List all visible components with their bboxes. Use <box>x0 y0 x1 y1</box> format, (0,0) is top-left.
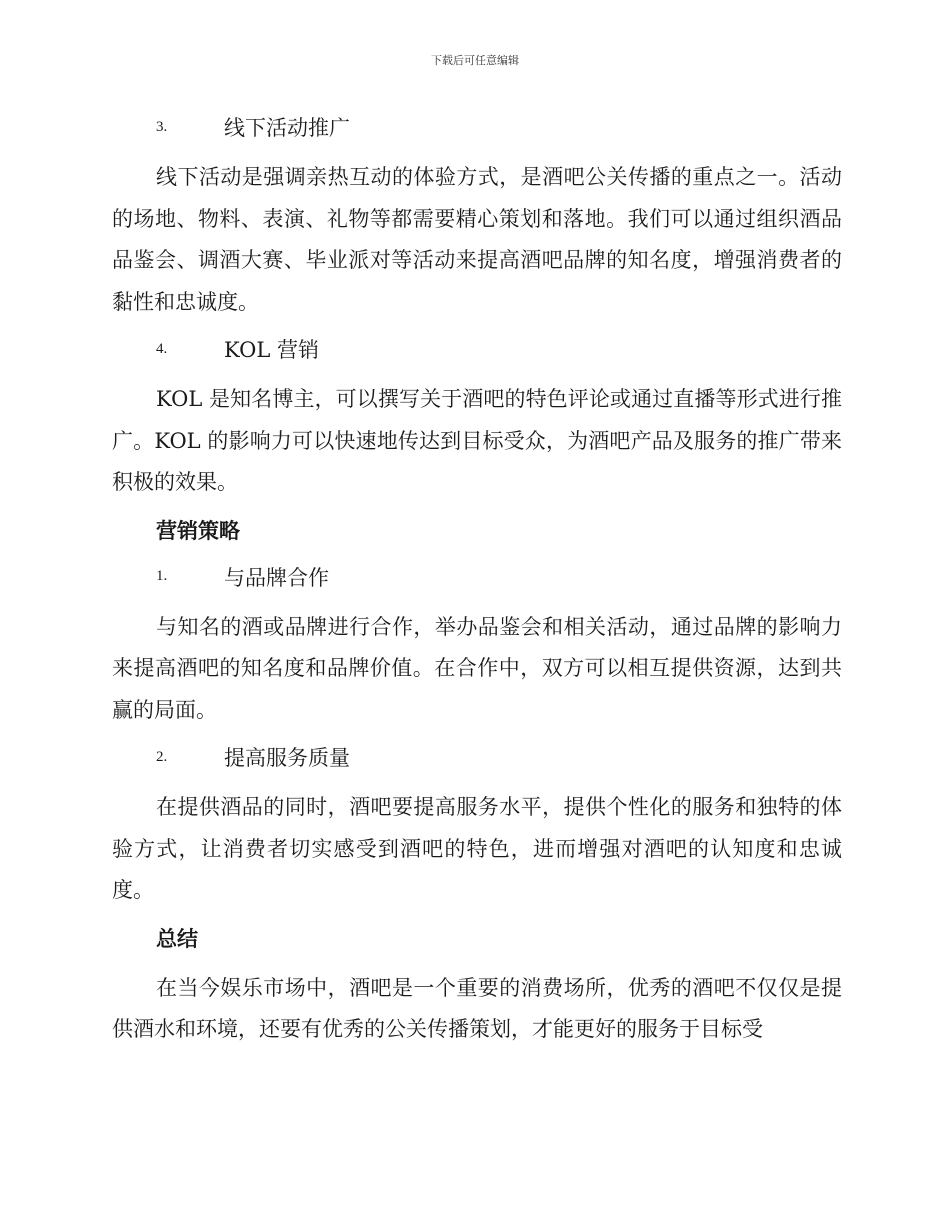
list-number: 4. <box>156 340 168 357</box>
list-item-offline-promotion <box>112 110 842 144</box>
list-item-title: 线下活动推广 <box>224 116 350 140</box>
paragraph-summary: 在当今娱乐市场中，酒吧是一个重要的消费场所，优秀的酒吧不仅仅是提供酒水和环境，还要有优秀的公关传播策划，才能更好的服务于目标受 <box>112 975 842 1041</box>
paragraph-brand-cooperation: 与知名的酒或品牌进行合作，举办品鉴会和相关活动，通过品牌的影响力来提高酒吧的知名度和品牌价值。在合作中，双方可以相互提供资源，达到共赢的局面。 <box>112 614 842 722</box>
paragraph-service-quality: 在提供酒品的同时，酒吧要提高服务水平，提供个性化的服务和独特的体验方式，让消费者切实感受到酒吧的特色，进而增强对酒吧的认知度和忠诚度。 <box>112 795 842 902</box>
paragraph-offline-promotion: 线下活动是强调亲热互动的体验方式，是酒吧公关传播的重点之一。活动的场地、物料、表演、礼物等都需要精心策划和落地。我们可以通过组织酒品品鉴会、调酒大赛、毕业派对等活动来提高酒吧品牌的知名度，增强消费者的黏性和忠诚度。 <box>112 165 842 314</box>
document-body <box>112 110 842 1060</box>
list-item-title: 与品牌合作 <box>224 565 329 590</box>
section-heading-summary: 总结 <box>156 926 198 951</box>
section-heading-marketing-strategy: 营销策略 <box>156 518 240 543</box>
list-item-title: 提高服务质量 <box>224 746 350 770</box>
list-number: 1. <box>156 568 168 584</box>
list-item-title: KOL 营销 <box>224 338 319 362</box>
page-header: 下载后可任意编辑 <box>431 54 519 67</box>
list-number: 2. <box>156 748 168 765</box>
list-number: 3. <box>156 118 168 135</box>
list-item-kol-marketing <box>112 332 842 366</box>
paragraph-kol-marketing: KOL 是知名博主，可以撰写关于酒吧的特色评论或通过直播等形式进行推广。KOL 的影响力可以快速地传达到目标受众，为酒吧产品及服务的推广带来积极的效果。 <box>112 387 842 494</box>
list-item-brand-cooperation <box>112 560 842 594</box>
list-item-service-quality <box>112 740 842 774</box>
